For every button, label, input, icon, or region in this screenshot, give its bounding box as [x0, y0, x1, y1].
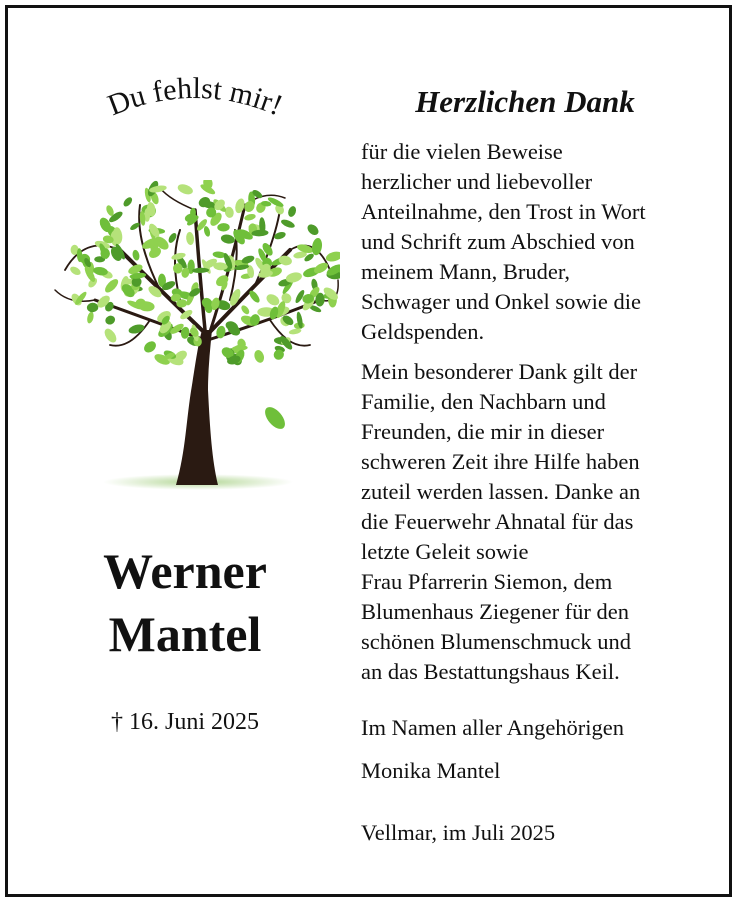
tree-leaf	[287, 205, 298, 218]
tree-leaf	[253, 349, 266, 364]
motto-text: Du fehlst mir!	[103, 71, 288, 123]
thanks-line: Schwager und Onkel sowie die	[361, 289, 641, 314]
signature-name: Monika Mantel	[361, 758, 501, 783]
tree-leaf	[87, 302, 99, 312]
tree-leaf	[122, 196, 134, 208]
thanks-line: die Feuerwehr Ahnatal für das	[361, 509, 634, 534]
signature-on-behalf: Im Namen aller Angehörigen	[361, 715, 625, 740]
thanks-line: Geldspenden.	[361, 319, 485, 344]
thanks-line: meinem Mann, Bruder,	[361, 259, 571, 284]
tree-leaf	[311, 237, 323, 256]
thanks-line: an das Bestattungshaus Keil.	[361, 659, 620, 684]
tree-leaf	[185, 231, 194, 245]
tree-illustration	[40, 180, 340, 500]
thanks-line: schönen Blumenschmuck und	[361, 629, 631, 654]
tree-leaf	[128, 323, 146, 335]
tree-leaf	[69, 265, 82, 277]
motto-curved-text	[70, 70, 320, 150]
tree-leaf	[203, 225, 211, 237]
tree-leaf	[325, 250, 340, 263]
thanks-line: für die vielen Beweise	[361, 139, 563, 164]
tree-leaf	[104, 314, 117, 326]
tree-leaf	[305, 222, 320, 237]
thanks-line: schweren Zeit ihre Hilfe haben	[361, 449, 640, 474]
tree-leaf	[132, 249, 141, 261]
tree-leaf	[176, 182, 194, 196]
tree-leaf	[102, 327, 118, 345]
tree-branch	[110, 320, 150, 346]
tree-leaf	[224, 206, 235, 219]
tree-leaf	[220, 233, 236, 245]
tree-leaf	[217, 223, 230, 232]
tree-leaf	[103, 277, 121, 295]
thanks-line: Familie, den Nachbarn und	[361, 389, 606, 414]
thanks-line: Freunden, die mir in dieser	[361, 419, 605, 444]
thanks-line: und Schrift zum Abschied von	[361, 229, 635, 254]
thanks-line: Anteilnahme, den Trost in Wort	[361, 199, 646, 224]
death-date: † 16. Juni 2025	[110, 709, 259, 735]
tree-leaf	[278, 254, 293, 266]
thanks-line: herzlicher und liebevoller	[361, 169, 593, 194]
tree-leaf	[288, 328, 301, 336]
thanks-line: Frau Pfarrerin Siemon, dem	[361, 569, 613, 594]
tree-leaf	[142, 339, 158, 355]
tree-leaf	[240, 304, 251, 316]
thanks-line: Mein besonderer Dank gilt der	[361, 359, 638, 384]
deceased-last-name: Mantel	[108, 606, 262, 662]
thanks-line: letzte Geleit sowie	[361, 539, 529, 564]
tree-leaf	[280, 218, 296, 230]
thanks-line: Blumenhaus Ziegener für den	[361, 599, 630, 624]
place-and-date: Vellmar, im Juli 2025	[361, 820, 556, 845]
falling-leaf	[261, 404, 288, 433]
thanks-heading: Herzlichen Dank	[415, 84, 635, 119]
tree-leaf	[86, 311, 95, 324]
tree-leaf	[244, 213, 257, 222]
deceased-first-name: Werner	[103, 543, 267, 599]
thanks-line: zuteil werden lassen. Danke an	[361, 479, 641, 504]
